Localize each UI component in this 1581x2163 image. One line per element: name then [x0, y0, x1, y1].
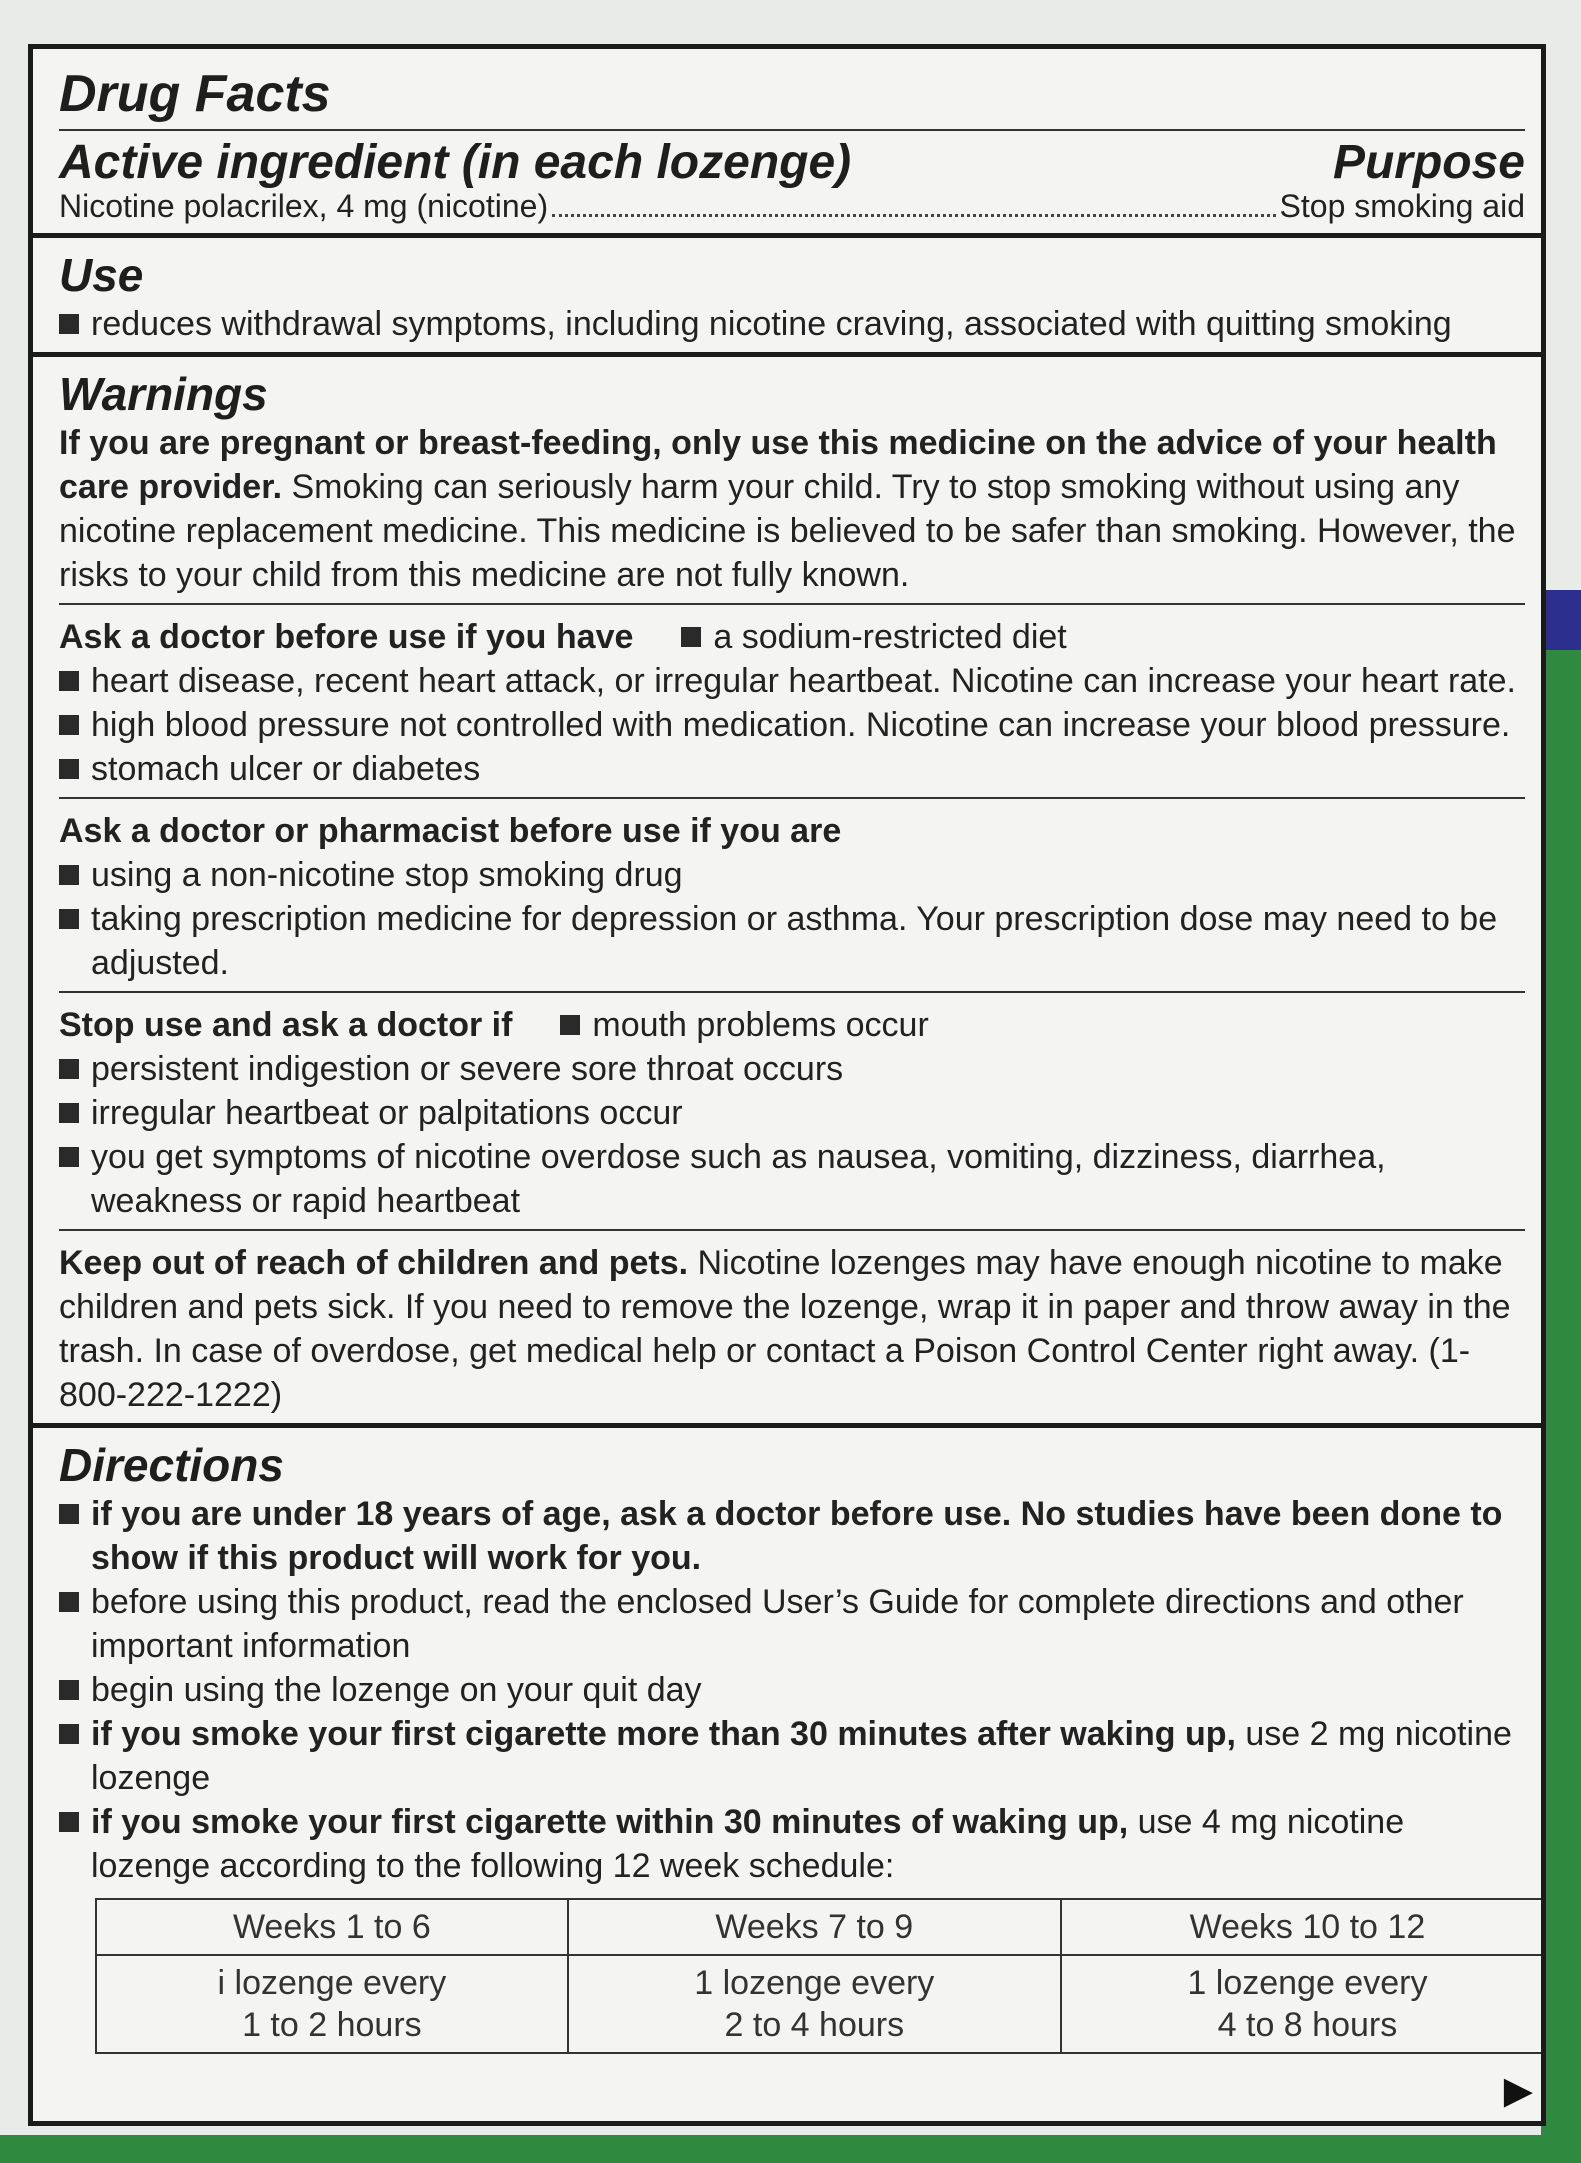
directions-section	[33, 1428, 1541, 2054]
list-item: using a non-nicotine stop smoking drug	[59, 853, 1525, 897]
green-band	[1541, 650, 1581, 2163]
list-item: begin using the lozenge on your quit day	[59, 1668, 1525, 1712]
table-cell: 1 lozenge every 2 to 4 hours	[568, 1955, 1061, 2053]
drug-facts-panel	[28, 44, 1546, 2126]
leader-dots	[552, 214, 1275, 217]
triangle-right-icon: ▶	[1503, 2070, 1533, 2112]
list-item: heart disease, recent heart attack, or irregular heartbeat. Nicotine can increase your heart rate.	[59, 659, 1525, 703]
stop-use-heading: Stop use and ask a doctor if	[59, 1006, 513, 1045]
active-ingredient-section	[33, 49, 1541, 238]
square-bullet-icon	[59, 1059, 79, 1079]
list-item: reduces withdrawal symptoms, including nicotine craving, associated with quitting smoking	[59, 302, 1525, 346]
dosing-schedule-table	[95, 1898, 1546, 2054]
list-item: if you smoke your first cigarette more than 30 minutes after waking up, use 2 mg nicotine lozenge	[59, 1712, 1525, 1800]
warnings-heading: Warnings	[59, 368, 268, 421]
warnings-section	[33, 357, 1541, 1428]
list-item: persistent indigestion or severe sore throat occurs	[59, 1047, 1525, 1091]
table-cell: 1 lozenge every 4 to 8 hours	[1061, 1955, 1546, 2053]
ask-doctor-heading: Ask a doctor before use if you have	[59, 618, 634, 657]
list-item: irregular heartbeat or palpitations occur	[59, 1091, 1525, 1135]
list-item: high blood pressure not controlled with medication. Nicotine can increase your blood pressure.	[59, 703, 1525, 747]
list-item: if you are under 18 years of age, ask a doctor before use. No studies have been done to show if this product will work for you.	[59, 1492, 1525, 1580]
blue-band	[1541, 590, 1581, 650]
table-row	[96, 1899, 1546, 1955]
square-bullet-icon	[59, 1812, 79, 1832]
square-bullet-icon	[59, 671, 79, 691]
table-header-cell: Weeks 10 to 12	[1061, 1899, 1546, 1955]
pregnancy-warning: If you are pregnant or breast-feeding, only use this medicine on the advice of your health care provider. Smoking can seriously harm your child. Try to stop smoking without using any nicotine replacement medicine. This medicine is believed to be safer than smoking. However, the risks to your child from this medicine are not fully known.	[59, 424, 1516, 595]
ask-pharmacist-heading: Ask a doctor or pharmacist before use if you are	[59, 812, 842, 851]
ask-pharmacist-block	[59, 797, 1525, 991]
square-bullet-icon	[59, 759, 79, 779]
square-bullet-icon	[59, 1504, 79, 1524]
list-item: taking prescription medicine for depression or asthma. Your prescription dose may need to be adjusted.	[59, 897, 1525, 985]
list-item: stomach ulcer or diabetes	[59, 747, 1525, 791]
keep-out-of-reach-block: Keep out of reach of children and pets. Nicotine lozenges may have enough nicotine to make children and pets sick. If you need to remove the lozenge, wrap it in paper and throw away in the trash. In case of overdose, get medical help or contact a Poison Control Center right away. (1-800-222-1222)	[59, 1229, 1525, 1423]
square-bullet-icon	[59, 314, 79, 334]
table-header-cell: Weeks 1 to 6	[96, 1899, 568, 1955]
square-bullet-icon	[560, 1015, 580, 1035]
green-band-bottom	[0, 2135, 1581, 2163]
square-bullet-icon	[59, 909, 79, 929]
directions-heading: Directions	[59, 1439, 284, 1492]
square-bullet-icon	[59, 715, 79, 735]
table-row	[96, 1955, 1546, 2053]
square-bullet-icon	[59, 1147, 79, 1167]
use-section	[33, 238, 1541, 357]
list-item: you get symptoms of nicotine overdose such as nausea, vomiting, dizziness, diarrhea, weakness or rapid heartbeat	[59, 1135, 1525, 1223]
table-header-cell: Weeks 7 to 9	[568, 1899, 1061, 1955]
square-bullet-icon	[59, 865, 79, 885]
table-cell: i lozenge every 1 to 2 hours	[96, 1955, 568, 2053]
use-heading: Use	[59, 249, 144, 302]
square-bullet-icon	[59, 1103, 79, 1123]
square-bullet-icon	[59, 1724, 79, 1744]
list-item: before using this product, read the enclosed User’s Guide for complete directions and other important information	[59, 1580, 1525, 1668]
drug-facts-title: Drug Facts	[59, 49, 1525, 131]
purpose-heading: Purpose	[1332, 136, 1525, 190]
square-bullet-icon	[59, 1592, 79, 1612]
stop-use-block: Stop use and ask a doctor if mouth problems occur persistent indigestion or severe sore throat occurs irregular heartbeat or palpitations occur you get symptoms of nicotine overdose such as nausea, vomiting, dizziness, diarrhea, weakness or rapid heartbeat	[59, 991, 1525, 1229]
square-bullet-icon	[59, 1680, 79, 1700]
active-ingredient-heading: Active ingredient (in each lozenge)	[59, 136, 852, 190]
list-item: if you smoke your first cigarette within 30 minutes of waking up, use 4 mg nicotine lozenge according to the following 12 week schedule:	[59, 1800, 1525, 1888]
ingredient-name: Nicotine polacrilex, 4 mg (nicotine)	[59, 188, 549, 225]
square-bullet-icon	[681, 627, 701, 647]
ask-doctor-block: Ask a doctor before use if you have a sodium-restricted diet heart disease, recent heart attack, or irregular heartbeat. Nicotine can increase your heart rate. high blood pressure not controlled with medication. Nicotine can increase your blood pressure. stomach ulcer or diabetes	[59, 603, 1525, 797]
ingredient-purpose: Stop smoking aid	[1279, 188, 1525, 225]
